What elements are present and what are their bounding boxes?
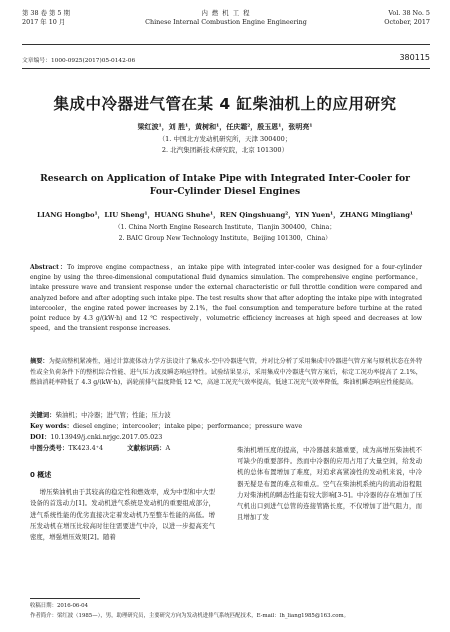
title-english-line2: Four-Cylinder Diesel Engines xyxy=(149,186,301,197)
affiliation-en-2: 2. BAIC Group New Technology Institute，Beijing 101300，China） xyxy=(118,235,332,242)
keywords-cn-label: 关键词： xyxy=(30,411,56,419)
title-english-line1: Research on Application of Intake Pipe with Integrated Inter-Cooler for xyxy=(40,173,410,184)
affiliation-cn-2: 2. 北汽集团新技术研究院，北京 101300） xyxy=(161,146,289,154)
abstract-english xyxy=(30,263,422,334)
header-journal xyxy=(22,9,430,27)
body-left-text: 增压柴油机由于其较高的稳定性和燃效率，成为中型和中大型设备的首选动力[1]。发动机进气系统是发动机的重要组成部分，进气系统性能的优劣直接决定着发动机乃至整车性能的高低。增压发动机在增压比较高时往往需要进气中冷，以进一步提高充气密度，增强增压效果[2]。随着 xyxy=(30,488,215,542)
body-right-column xyxy=(237,445,422,523)
meta-rule xyxy=(22,68,430,69)
doi-value: 10.13949/j.cnki.nrjgc.2017.05.023 xyxy=(50,433,163,441)
abstract-cn-label: 摘要： xyxy=(30,358,49,365)
header-left-2: 2017 年 10 月 xyxy=(22,18,66,26)
header-left-1: 第 38 卷 第 5 期 xyxy=(22,9,70,17)
abstract-chinese xyxy=(30,357,422,389)
affiliation-en-1: （1. China North Engine Research Institute，Tianjin 300400，China； xyxy=(114,224,336,231)
article-code: 380115 xyxy=(399,53,430,62)
title-english xyxy=(30,172,420,198)
header-center-1: 内 燃 机 工 程 xyxy=(201,9,251,17)
article-meta xyxy=(22,55,430,64)
keywords-en-label: Key words： xyxy=(30,422,74,430)
header-right-2: October, 2017 xyxy=(384,18,430,26)
doi-line xyxy=(30,432,422,441)
article-number: 文章编号：1000-0925(2017)05-0142-06 xyxy=(22,58,136,64)
section-heading: 0 概述 xyxy=(30,471,52,479)
header-center-2: Chinese Internal Combustion Engine Engineering xyxy=(145,18,307,26)
doc-code-value: A xyxy=(165,444,171,452)
body-left-column xyxy=(30,470,215,543)
keywords-cn-text: 柴油机；中冷器；进气管；性能；压力波 xyxy=(55,411,171,419)
clc-label: 中图分类号： xyxy=(30,444,69,452)
footnote-author: 作者简介：梁红波（1985—），男，助理研究员，主要研究方向为发动机进排气系统匹配技术，E-mail：lh_liang1985@163.com。 xyxy=(30,613,350,619)
title-chinese: 集成中冷器进气管在某 4 缸柴油机上的应用研究 xyxy=(53,95,397,113)
authors-english: LIANG Hongbo¹，LIU Sheng¹，HUANG Shuhe¹，REN Qingshuang²，YIN Yuen¹，ZHANG Mingliang¹ xyxy=(37,211,413,219)
journal-header xyxy=(22,5,430,41)
abstract-en-text: To improve engine compactness，an intake pipe with integrated inter-cooler was designed for a four-cylinder engine by using the three-dimensional computational fluid dynamics simulation. The comprehensive engine performance，intake pressure wave and transient response under the external characteristic or full throttle condition were compared and analyzed before and after adopting such intake pipe. The test results show that after adopting the intake pipe with integrated intercooler，the engine rated power increases by 2.1%，the fuel consumption and temperature before turbine at the rated point reduce by 4.3 g/(kW·h) and 12 ℃ respectively，volumetric efficiency increases at high speed and decreases at low speed，and the transient response increases. xyxy=(30,264,422,333)
affiliation-cn-1: （1. 中国北方发动机研究所，天津 300400； xyxy=(158,135,292,143)
header-rule xyxy=(22,44,430,45)
doc-code-label: 文献标识码： xyxy=(127,444,166,452)
keywords-en-text: diesel engine；intercooler；intake pipe；performance；pressure wave xyxy=(73,422,303,430)
abstract-en-label: Abstract： xyxy=(30,264,68,271)
authors-chinese: 梁红波¹，刘 胜¹，黄树和¹，任庆霜²，殷玉恩¹，张明亮¹ xyxy=(137,122,313,131)
abstract-cn-text: 为提高整机紧凑性，通过计算流体动力学方法设计了集成水-空中冷器进气管，并对比分析了采用集成中冷器进气管方案与原机状态在外特性或全负荷条件下的整机综合性能、进气压力波及瞬态响应特性。试验结果显示，采用集成中冷器进气管方案后，标定工况功率提高了 2.1%，燃油消耗率降低了 4.3 g/(kW·h)，涡轮前排气温度降低 12 ℃，高速工况充气效率提高，低速工况充气效率降低，柴油机瞬态响应性能提高。 xyxy=(30,358,423,387)
body-right-text: 柴油机增压度的提高，中冷器越来越重要，成为高增压柴油机不可缺少的重要部件。然而中冷器的应用占用了大量空间，给发动机的总体布置增加了难度，对追求高紧凑性的发动机来说，中冷器无疑是布置的难点和重点。空气在柴油机系统内的流动沿程阻力对柴油机的瞬态性能有较大影响[3-5]。中冷器的存在增加了压气机出口到进气总管的连接管路长度，不仅增加了进气阻力，而且增加了发 xyxy=(237,446,422,522)
keywords-en xyxy=(30,421,422,430)
classification-line xyxy=(30,443,215,452)
doi-label: DOI： xyxy=(30,433,51,441)
footnote-rule xyxy=(30,598,140,599)
footnote-received: 收稿日期：2016-06-04 xyxy=(30,603,89,609)
keywords-cn xyxy=(30,410,422,419)
header-vol-en xyxy=(384,9,430,27)
header-right-1: Vol. 38 No. 5 xyxy=(388,9,430,17)
clc-value: TK423.4⁺4 xyxy=(68,444,104,452)
